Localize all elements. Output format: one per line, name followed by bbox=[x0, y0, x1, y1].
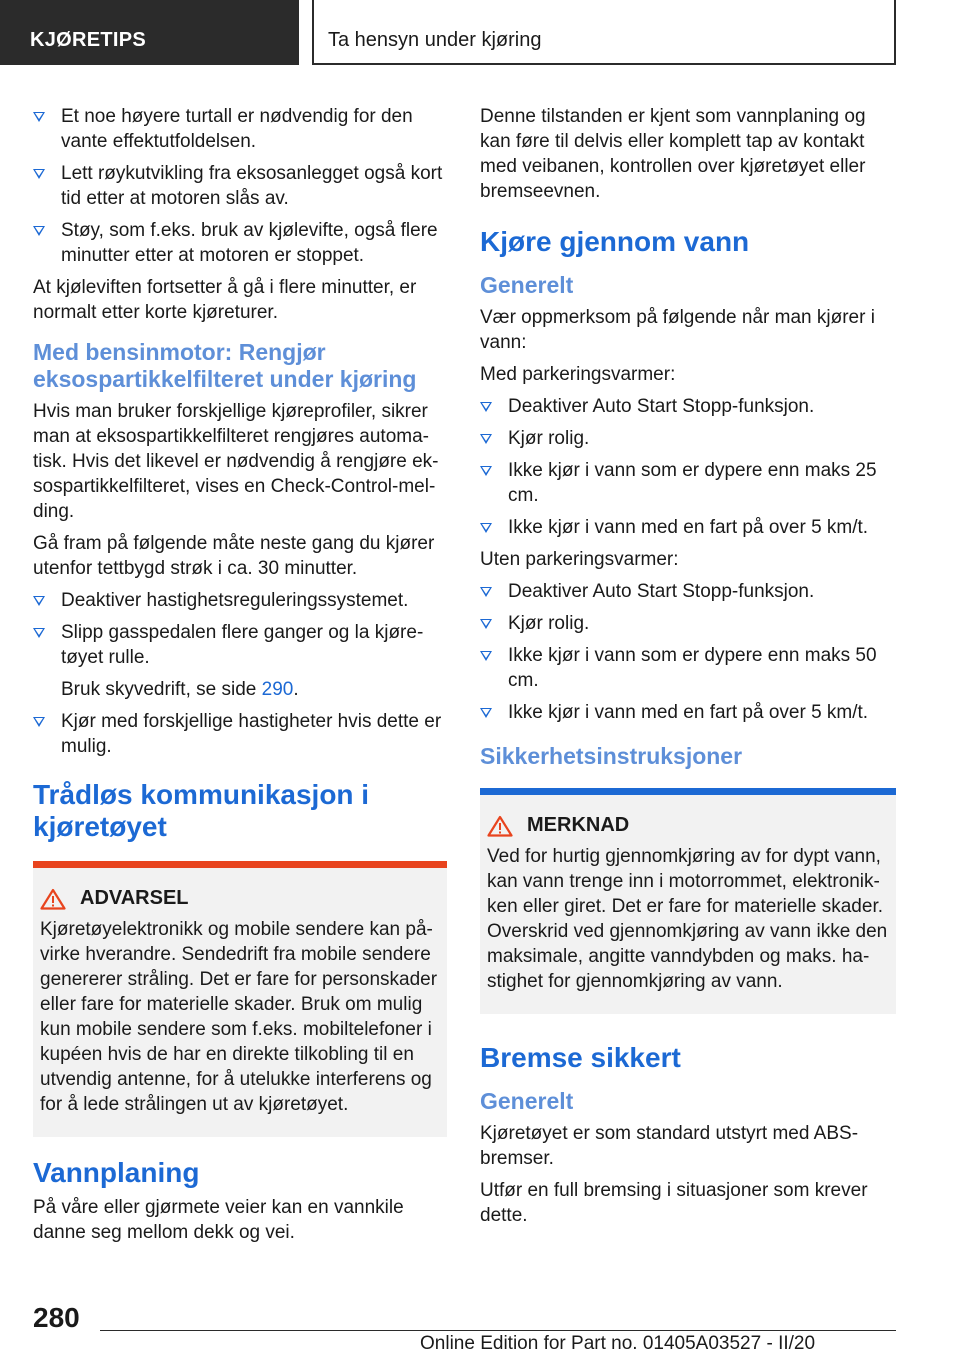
paragraph: Uten parkeringsvarmer: bbox=[480, 549, 679, 570]
list-item: Støy, som f.eks. bruk av kjølevifte, også flere minutter etter at motoren er stoppet. bbox=[33, 218, 447, 268]
list-item: Slipp gasspedalen flere ganger og la kjøretøyet rulle. bbox=[33, 620, 447, 670]
note-text: Ved for hurtig gjennomkjøring av for dypt vann, kan vann trenge inn i motorrommet, elektronikken eller giret. Det er fare for materielle skader. Overskrid ved gjennomkjøring av vann ikke den maksimale, angitte vanndybden og maks. hastighet for gjennomkjøring av vann. bbox=[487, 846, 888, 992]
list-item: Deaktiver Auto Start Stopp-funksjon. bbox=[480, 394, 896, 419]
list-item: Et noe høyere turtall er nødvendig for den vante effektutfoldelsen. bbox=[33, 104, 447, 154]
list-item: Lett røykutvikling fra eksosanlegget også kort tid etter at motoren slås av. bbox=[33, 161, 447, 211]
triangle-bullet-icon bbox=[33, 169, 45, 179]
list-item: Ikke kjør i vann med en fart på over 5 km/t. bbox=[480, 515, 896, 540]
list-item: Ikke kjør i vann med en fart på over 5 km/t. bbox=[480, 700, 896, 725]
section-heading-water: Kjøre gjennom vann bbox=[480, 226, 750, 257]
list-item: Kjør rolig. bbox=[480, 426, 896, 451]
list-item: Ikke kjør i vann som er dypere enn maks 25 cm. bbox=[480, 458, 896, 508]
section-heading-general: Generelt bbox=[480, 1088, 574, 1114]
bullet-list bbox=[33, 709, 447, 759]
bullet-list bbox=[480, 394, 896, 540]
footer-divider bbox=[100, 1330, 896, 1331]
section-heading-general: Generelt bbox=[480, 272, 574, 298]
paragraph: Hvis man bruker forskjellige kjøreprofiler, sikrer man at eksospartikkelfilteret rengjøres automatisk. Hvis det likevel er nødvendig å rengjøre eksospartikkelfilteret, vises en Check-Control-melding. bbox=[33, 401, 439, 522]
paragraph: På våre eller gjørmete veier kan en vannkile danne seg mellom dekk og vei. bbox=[33, 1197, 404, 1243]
paragraph: Kjøretøyet er som standard utstyrt med ABS-bremser. bbox=[480, 1123, 859, 1169]
left-column bbox=[33, 104, 447, 1252]
warning-box bbox=[33, 861, 447, 1137]
triangle-bullet-icon bbox=[480, 402, 492, 412]
triangle-bullet-icon bbox=[480, 587, 492, 597]
right-column bbox=[480, 104, 896, 1235]
note-title: MERKNAD bbox=[487, 813, 888, 838]
paragraph: Denne tilstanden er kjent som vannplaning og kan føre til delvis eller komplett tap av kontakt med veibanen, kontrollen over kjøretøyet eller bremseevnen. bbox=[480, 106, 866, 202]
warning-title: ADVARSEL bbox=[40, 886, 439, 911]
sub-paragraph: Bruk skyvedrift, se side 290. bbox=[61, 679, 299, 700]
header-chapter-title: Ta hensyn under kjøring bbox=[312, 0, 896, 65]
section-heading-safety: Sikkerhetsinstruksjoner bbox=[480, 743, 743, 769]
paragraph: Med parkeringsvarmer: bbox=[480, 364, 676, 385]
triangle-bullet-icon bbox=[33, 226, 45, 236]
triangle-bullet-icon bbox=[33, 717, 45, 727]
paragraph: At kjøleviften fortsetter å gå i flere minutter, er normalt etter korte kjøreturer. bbox=[33, 277, 417, 323]
triangle-bullet-icon bbox=[480, 466, 492, 476]
section-heading-brake: Bremse sikkert bbox=[480, 1042, 681, 1073]
triangle-bullet-icon bbox=[33, 628, 45, 638]
list-item: Kjør med forskjellige hastigheter hvis dette er mulig. bbox=[33, 709, 447, 759]
section-heading-wireless: Trådløs kommunikasjon i kjøretøyet bbox=[33, 779, 370, 842]
page-number: 280 bbox=[33, 1302, 80, 1333]
warning-triangle-icon bbox=[487, 815, 513, 837]
triangle-bullet-icon bbox=[480, 708, 492, 718]
warning-triangle-icon bbox=[40, 888, 66, 910]
triangle-bullet-icon bbox=[480, 434, 492, 444]
section-heading-bensin: Med bensinmotor: Rengjør eksospartikkelfilteret under kjøring bbox=[33, 339, 417, 392]
note-box bbox=[480, 788, 896, 1014]
triangle-bullet-icon bbox=[33, 596, 45, 606]
triangle-bullet-icon bbox=[33, 112, 45, 122]
section-heading-vannplaning: Vannplaning bbox=[33, 1157, 200, 1188]
list-item: Kjør rolig. bbox=[480, 611, 896, 636]
warning-text: Kjøretøyelektronikk og mobile sendere kan påvirke hverandre. Sendedrift fra mobile sendere genererer stråling. Det er fare for personskader eller fare for materielle skader. Bruk om mulig kun mobile sendere som f.eks. mobiltelefoner i kupéen hvis de har en direkte tilkobling til en utvendig antenne, for å utelukke interferens og for å lede strålingen ut av kjøretøyet. bbox=[40, 919, 438, 1115]
bullet-list bbox=[33, 588, 447, 670]
bullet-list bbox=[480, 579, 896, 725]
triangle-bullet-icon bbox=[480, 619, 492, 629]
bullet-list bbox=[33, 104, 447, 268]
paragraph: Vær oppmerksom på følgende når man kjører i vann: bbox=[480, 307, 875, 353]
page-link[interactable]: 290 bbox=[261, 679, 294, 700]
list-item: Deaktiver Auto Start Stopp-funksjon. bbox=[480, 579, 896, 604]
paragraph: Utfør en full bremsing i situasjoner som krever dette. bbox=[480, 1180, 868, 1226]
list-item: Deaktiver hastighetsreguleringssystemet. bbox=[33, 588, 447, 613]
triangle-bullet-icon bbox=[480, 651, 492, 661]
footer-edition: Online Edition for Part no. 01405A03527 - II/20 bbox=[420, 1333, 816, 1354]
header-section-title: KJØRETIPS bbox=[0, 0, 299, 65]
triangle-bullet-icon bbox=[480, 523, 492, 533]
paragraph: Gå fram på følgende måte neste gang du kjører utenfor tettbygd strøk i ca. 30 minutter. bbox=[33, 533, 435, 579]
list-item: Ikke kjør i vann som er dypere enn maks 50 cm. bbox=[480, 643, 896, 693]
